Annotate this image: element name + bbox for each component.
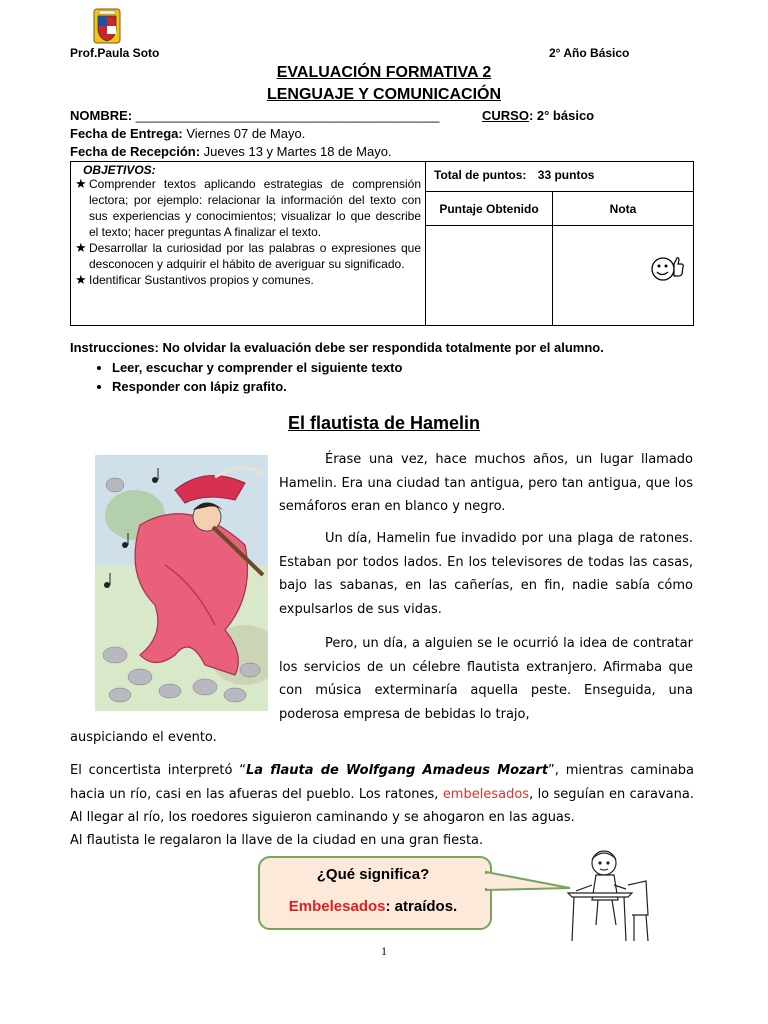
delivery-value: Viernes 07 de Mayo. xyxy=(182,126,306,141)
page-number: 1 xyxy=(381,944,387,958)
highlighted-word: embelesados xyxy=(442,786,530,802)
vocabulary-definition: : atraídos. xyxy=(385,898,458,915)
instruction-bullet: • Leer, escuchar y comprender el siguiente texto xyxy=(112,358,402,377)
name-blank: __________________________________________ xyxy=(135,108,440,123)
story-paragraph-3-end: auspiciando el evento. xyxy=(70,730,217,745)
grade-box xyxy=(553,226,694,326)
vocabulary-question: ¿Qué significa? xyxy=(316,866,430,883)
objective-item: ★ Desarrollar la curiosidad por las palabras o expresiones que desconocen y adquirir el hábito de averiguar su significado. xyxy=(75,240,421,271)
name-row xyxy=(70,108,700,123)
star-icon: ★ xyxy=(75,176,87,191)
story-paragraph-4: El concertista interpretó “La flauta de Wolfgang Amadeus Mozart”, mientras caminaba hacia un río, casi en las afueras del pueblo. Los ratones, embelesados, lo seguían en caravana. Al llegar al río, los roedores siguieron caminando y se ahogaron en las aguas. xyxy=(70,763,695,825)
course-value: : 2° básico xyxy=(528,108,595,123)
story-paragraph-3: Pero, un día, a alguien se le ocurrió la idea de contratar los servicios de un célebre flautista extranjero. Afirmaba que con música exterminaría aquella peste. Enseguida, una poderosa empresa de bebidas lo trajo, xyxy=(279,636,693,722)
objectives-heading: OBJETIVOS: xyxy=(83,163,156,177)
grade-header: Nota xyxy=(553,192,694,226)
objective-item: ★ Comprender textos aplicando estrategias de comprensión lectora; por ejemplo: relacionar la información del texto con sus experiencias y conocimientos; visualizar lo que describe el texto; hacer preguntas A finalizar el texto. xyxy=(75,176,421,239)
course-field xyxy=(482,108,594,123)
vocabulary-word: Embelesados xyxy=(288,898,386,915)
instruction-bullet: • Responder con lápiz grafito. xyxy=(112,377,402,396)
grade-level: 2° Año Básico xyxy=(549,46,630,60)
document-title: EVALUACIÓN FORMATIVA 2 xyxy=(276,64,492,81)
objective-item: ★ Identificar Sustantivos propios y comunes. xyxy=(75,272,314,287)
story-paragraph-5: Al flautista le regalaron la llave de la ciudad en una gran fiesta. xyxy=(70,833,484,848)
course-label: CURSO xyxy=(482,108,529,123)
instructions-text: Instrucciones: No olvidar la evaluación debe ser respondida totalmente por el alumno. xyxy=(70,340,604,355)
vocabulary-answer xyxy=(258,898,488,915)
obtained-score-box xyxy=(426,226,553,326)
subject-title: LENGUAJE Y COMUNICACIÓN xyxy=(266,86,502,103)
reception-row xyxy=(70,144,392,159)
star-icon: ★ xyxy=(75,240,87,255)
thumbs-up-smiley-icon xyxy=(649,252,685,286)
star-icon: ★ xyxy=(75,272,87,287)
story-paragraph-1: Érase una vez, hace muchos años, un lugar llamado Hamelin. Era una ciudad tan antigua, pero tan antigua, que los semáforos eran en blanco y negro. xyxy=(279,452,693,514)
objectives-score-table xyxy=(70,161,694,326)
child-writing-illustration xyxy=(562,845,652,945)
reception-label: Fecha de Recepción: xyxy=(70,144,201,159)
callout-pointer xyxy=(484,868,574,898)
teacher-name: Prof.Paula Soto xyxy=(70,46,160,60)
story-paragraph-2: Un día, Hamelin fue invadido por una plaga de ratones. Estaban por todos lados. En los televisores de todas las casas, bajo las sabanas, en las cañerías, en fin, nadie sabía cómo expulsarlos de sus vidas. xyxy=(279,531,693,617)
pied-piper-illustration xyxy=(95,455,268,711)
song-title: La flauta de Wolfgang Amadeus Mozart xyxy=(246,763,549,778)
total-points-cell xyxy=(426,162,694,192)
obtained-score-header: Puntaje Obtenido xyxy=(426,192,553,226)
delivery-row xyxy=(70,126,305,141)
reception-value: Jueves 13 y Martes 18 de Mayo. xyxy=(200,144,392,159)
total-points-label: Total de puntos: xyxy=(434,168,527,182)
total-points-value: 33 puntos xyxy=(537,168,595,182)
delivery-label: Fecha de Entrega: xyxy=(70,126,183,141)
story-title: El flautista de Hamelin xyxy=(287,413,481,433)
name-label: NOMBRE: xyxy=(70,108,133,123)
objectives-cell xyxy=(71,162,426,326)
school-crest-logo xyxy=(93,8,121,44)
instructions-list xyxy=(90,358,402,396)
